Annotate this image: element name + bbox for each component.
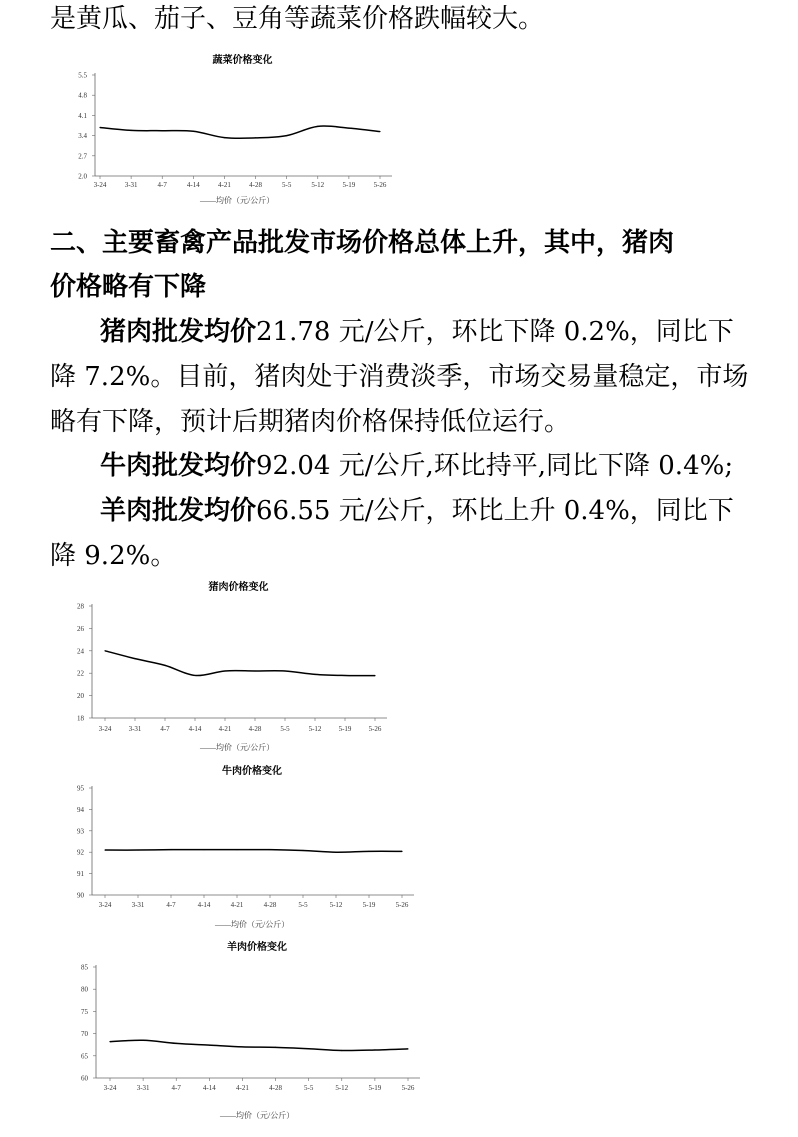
y-tick-label: 60	[81, 1074, 88, 1083]
y-tick-label: 80	[81, 985, 88, 994]
x-tick-label: 4-14	[202, 1084, 216, 1092]
data-point	[224, 137, 225, 138]
data-point	[335, 852, 336, 853]
beef-rest: 92.04 元/公斤,环比持平,同比下降 0.4%;	[256, 451, 734, 481]
data-point	[203, 849, 204, 850]
data-point	[341, 1050, 342, 1051]
y-tick-label: 95	[77, 784, 84, 793]
data-point	[99, 127, 100, 128]
x-tick-label: 4-21	[218, 181, 231, 189]
y-tick-label: 4.1	[78, 111, 87, 120]
x-tick-label: 3-24	[103, 1084, 117, 1092]
mutton-paragraph-line1	[100, 496, 798, 526]
y-tick-label: 3.4	[78, 132, 87, 141]
data-point	[286, 135, 287, 136]
mutton-label: 羊肉批发均价	[100, 496, 257, 526]
x-tick-label: 5-19	[368, 1084, 382, 1092]
data-point	[401, 851, 402, 852]
data-point	[344, 675, 345, 676]
series-line	[100, 126, 380, 138]
data-point	[209, 1045, 210, 1046]
y-tick-label: 92	[77, 848, 84, 857]
x-tick-label: 5-12	[308, 725, 322, 733]
chart-title: 羊肉价格变化	[227, 942, 287, 953]
data-point	[170, 849, 171, 850]
x-tick-label: 4-28	[263, 901, 277, 909]
data-point	[104, 650, 105, 651]
x-tick-label: 5-26	[368, 725, 382, 733]
data-point	[269, 849, 270, 850]
y-tick-label: 18	[77, 714, 84, 723]
vegetable-price-chart	[0, 50, 798, 215]
data-point	[308, 1048, 309, 1049]
x-tick-label: 5-19	[338, 725, 352, 733]
section-heading-line2: 价格略有下降	[50, 272, 207, 302]
y-tick-label: 24	[77, 647, 84, 656]
data-point	[176, 1043, 177, 1044]
data-point	[236, 849, 237, 850]
chart-title: 猪肉价格变化	[208, 582, 269, 593]
y-tick-label: 94	[77, 805, 84, 814]
x-tick-label: 5-26	[395, 901, 409, 909]
series-line	[110, 1040, 408, 1050]
data-point	[109, 1041, 110, 1042]
beef-price-chart	[0, 762, 798, 932]
data-point	[255, 137, 256, 138]
data-point	[379, 131, 380, 132]
y-tick-label: 65	[81, 1052, 88, 1061]
chart-title: 牛肉价格变化	[222, 766, 282, 777]
x-tick-label: 3-24	[98, 901, 112, 909]
data-point	[348, 127, 349, 128]
series-line	[105, 850, 402, 853]
data-point	[368, 851, 369, 852]
x-tick-label: 5-12	[329, 901, 343, 909]
data-point	[302, 850, 303, 851]
data-point	[254, 670, 255, 671]
pork-price-chart	[0, 578, 798, 758]
data-point	[242, 1046, 243, 1047]
x-tick-label: 5-19	[342, 181, 356, 189]
y-tick-label: 20	[77, 692, 84, 701]
data-point	[193, 131, 194, 132]
data-point	[131, 130, 132, 131]
y-tick-label: 75	[81, 1007, 88, 1016]
x-tick-label: 4-14	[188, 725, 202, 733]
y-tick-label: 28	[77, 602, 84, 611]
x-tick-label: 4-21	[218, 725, 232, 733]
x-tick-label: 5-26	[401, 1084, 415, 1092]
data-point	[134, 658, 135, 659]
x-tick-label: 3-31	[128, 725, 142, 733]
data-point	[275, 1047, 276, 1048]
data-point	[374, 1049, 375, 1050]
chart-legend: ——均价（元/公斤）	[220, 1111, 295, 1120]
x-tick-label: 5-12	[335, 1084, 349, 1092]
pork-label: 猪肉批发均价	[100, 317, 257, 347]
y-tick-label: 2.7	[78, 152, 87, 161]
x-tick-label: 5-19	[362, 901, 376, 909]
data-point	[314, 674, 315, 675]
x-tick-label: 4-7	[171, 1084, 181, 1092]
x-tick-label: 3-31	[124, 181, 138, 189]
x-tick-label: 4-7	[160, 725, 170, 733]
data-point	[104, 849, 105, 850]
x-tick-label: 3-24	[93, 181, 107, 189]
x-tick-label: 3-31	[136, 1084, 150, 1092]
chart-legend: ——均价（元/公斤）	[200, 196, 275, 205]
x-tick-label: 4-14	[197, 901, 211, 909]
x-tick-label: 5-5	[298, 901, 308, 909]
y-tick-label: 2.0	[78, 172, 87, 181]
beef-label: 牛肉批发均价	[100, 451, 257, 481]
pork-paragraph-line1	[100, 317, 798, 347]
data-point	[143, 1040, 144, 1041]
data-point	[374, 675, 375, 676]
y-tick-label: 70	[81, 1030, 88, 1039]
x-tick-label: 5-5	[281, 181, 292, 189]
y-tick-label: 91	[77, 870, 84, 879]
mutton-price-chart	[0, 938, 798, 1128]
y-tick-label: 93	[77, 827, 84, 836]
y-tick-label: 85	[81, 963, 88, 972]
y-tick-label: 26	[77, 624, 84, 633]
x-tick-label: 4-21	[236, 1084, 249, 1092]
x-tick-label: 5-5	[303, 1084, 314, 1092]
data-point	[284, 670, 285, 671]
data-point	[164, 665, 165, 666]
y-tick-label: 90	[77, 891, 84, 900]
x-tick-label: 4-7	[166, 901, 176, 909]
mutton-line1-rest: 66.55 元/公斤，环比上升 0.4%，同比下	[256, 496, 734, 526]
y-tick-label: 5.5	[78, 71, 87, 80]
x-tick-label: 3-31	[131, 901, 145, 909]
y-tick-label: 22	[77, 669, 84, 678]
pork-line1-rest: 21.78 元/公斤，环比下降 0.2%，同比下	[256, 317, 734, 347]
x-tick-label: 4-14	[186, 181, 200, 189]
pork-paragraph-line3: 略有下降，预计后期猪肉价格保持低位运行。	[50, 407, 571, 437]
beef-paragraph	[100, 451, 798, 481]
mutton-paragraph-line2: 降 9.2%。	[50, 541, 177, 571]
data-point	[194, 675, 195, 676]
x-tick-label: 3-24	[98, 725, 112, 733]
x-tick-label: 4-21	[230, 901, 244, 909]
data-point	[137, 849, 138, 850]
x-tick-label: 4-28	[248, 725, 262, 733]
chart-legend: ——均价（元/公斤）	[200, 743, 275, 752]
x-tick-label: 5-5	[280, 725, 290, 733]
section-heading-line1: 二、主要畜禽产品批发市场价格总体上升，其中，猪肉	[50, 228, 675, 258]
x-tick-label: 4-28	[249, 181, 262, 189]
data-point	[317, 126, 318, 127]
x-tick-label: 4-28	[269, 1084, 282, 1092]
y-tick-label: 4.8	[78, 91, 87, 100]
data-point	[407, 1048, 408, 1049]
x-tick-label: 5-12	[311, 181, 325, 189]
chart-title: 蔬菜价格变化	[212, 55, 273, 66]
data-point	[162, 130, 163, 131]
x-tick-label: 5-26	[373, 181, 387, 189]
pork-paragraph-line2: 降 7.2%。目前，猪肉处于消费淡季，市场交易量稳定，市场	[50, 362, 749, 392]
data-point	[224, 670, 225, 671]
series-line	[105, 651, 375, 676]
x-tick-label: 4-7	[157, 181, 167, 189]
paragraph-tail: 是黄瓜、茄子、豆角等蔬菜价格跌幅较大。	[50, 4, 545, 34]
chart-legend: ——均价（元/公斤）	[215, 920, 290, 929]
